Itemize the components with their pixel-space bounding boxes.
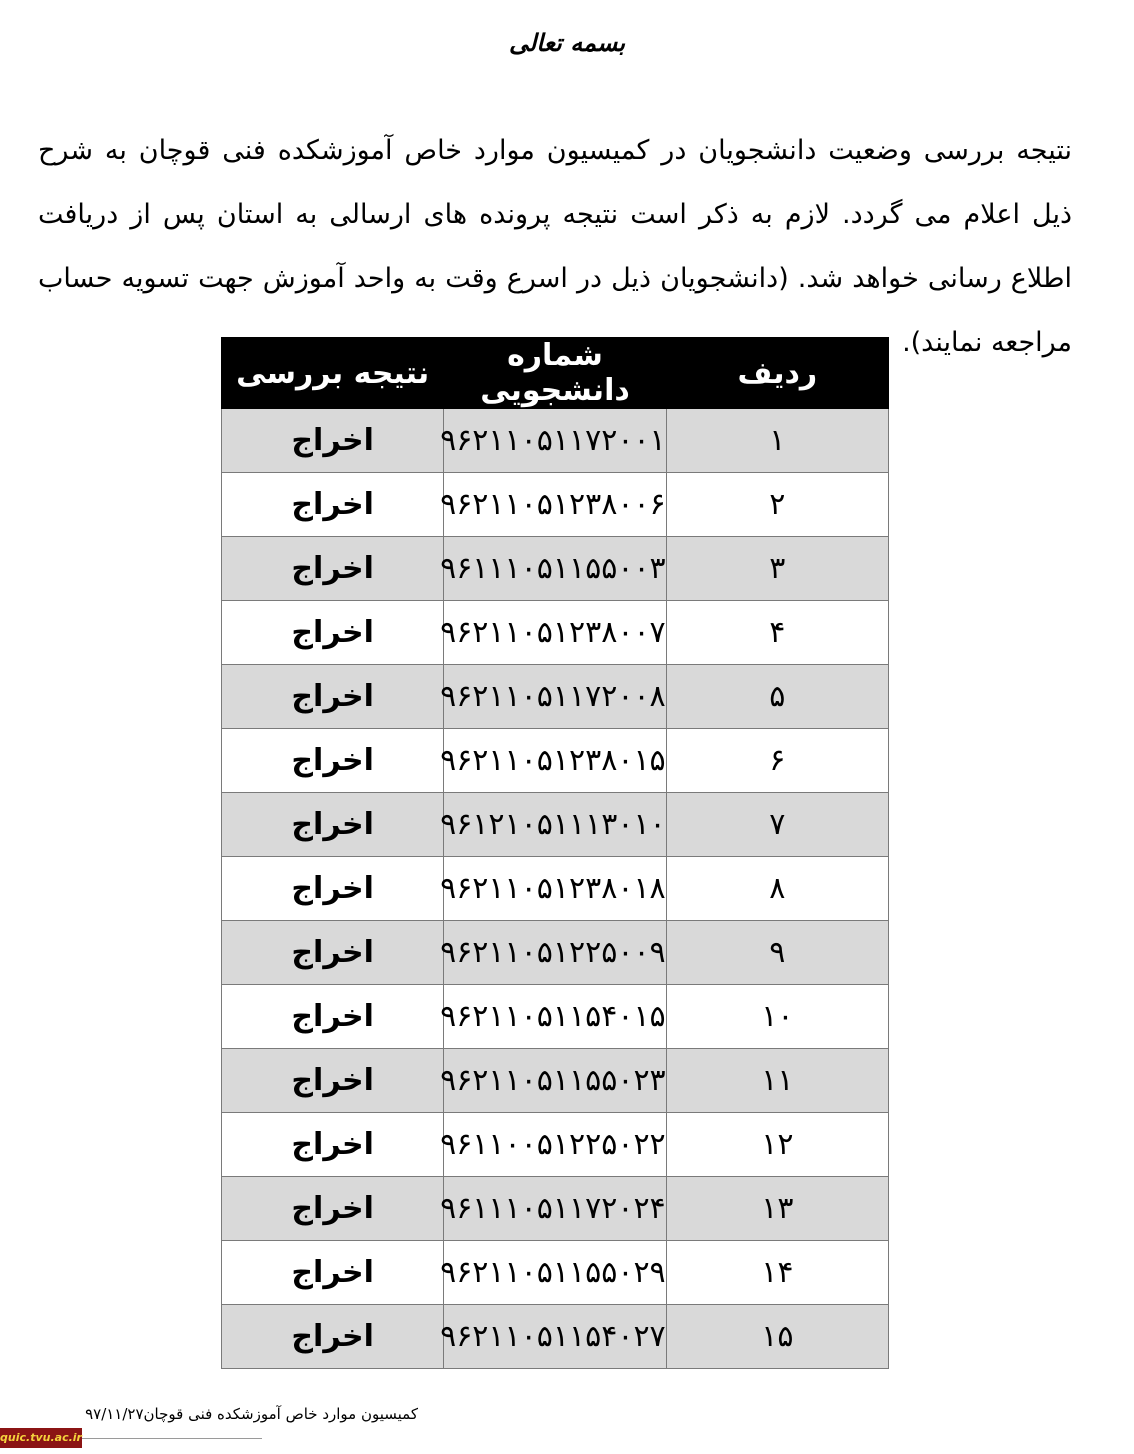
table-row [222,985,889,1049]
result: اخراج [222,1241,444,1305]
result: اخراج [222,601,444,665]
result: اخراج [222,729,444,793]
result: اخراج [222,537,444,601]
table-row [222,729,889,793]
row-number: ۱۵ [666,1305,888,1369]
row-number: ۱ [666,409,888,473]
table-row [222,1113,889,1177]
row-number: ۶ [666,729,888,793]
table-row [222,665,889,729]
row-number: ۷ [666,793,888,857]
student-id: ۹۶۲۱۱۰۵۱۱۵۴۰۱۵ [444,985,666,1049]
site-watermark: quic.tvu.ac.ir [0,1428,82,1448]
row-number: ۹ [666,921,888,985]
student-id: ۹۶۱۱۰۰۵۱۲۲۵۰۲۲ [444,1113,666,1177]
result: اخراج [222,921,444,985]
row-number: ۸ [666,857,888,921]
student-id: ۹۶۱۲۱۰۵۱۱۱۳۰۱۰ [444,793,666,857]
result: اخراج [222,1305,444,1369]
header-row-number: ردیف [666,338,888,409]
table-row [222,1241,889,1305]
student-id: ۹۶۲۱۱۰۵۱۲۳۸۰۱۸ [444,857,666,921]
table-row [222,409,889,473]
student-id: ۹۶۲۱۱۰۵۱۲۳۸۰۱۵ [444,729,666,793]
student-id: ۹۶۱۱۱۰۵۱۱۷۲۰۲۴ [444,1177,666,1241]
row-number: ۱۲ [666,1113,888,1177]
result: اخراج [222,1113,444,1177]
row-number: ۱۰ [666,985,888,1049]
student-id: ۹۶۲۱۱۰۵۱۱۷۲۰۰۱ [444,409,666,473]
row-number: ۵ [666,665,888,729]
header-student-id: شماره دانشجویی [444,338,666,409]
document-heading: بسمه تعالی [508,28,626,57]
table-row [222,793,889,857]
row-number: ۴ [666,601,888,665]
result: اخراج [222,409,444,473]
row-number: ۱۳ [666,1177,888,1241]
result: اخراج [222,857,444,921]
student-id: ۹۶۲۱۱۰۵۱۲۳۸۰۰۶ [444,473,666,537]
student-id: ۹۶۲۱۱۰۵۱۱۵۵۰۲۳ [444,1049,666,1113]
table-row [222,1177,889,1241]
table-header-row [222,338,889,409]
table-row [222,1305,889,1369]
table-row [222,473,889,537]
result: اخراج [222,793,444,857]
table-row [222,921,889,985]
footer-signature: کمیسیون موارد خاص آموزشکده فنی قوچان۹۷/۱۱/۲۷ [85,1405,418,1423]
table-row [222,537,889,601]
result: اخراج [222,665,444,729]
row-number: ۲ [666,473,888,537]
table-row [222,1049,889,1113]
result: اخراج [222,985,444,1049]
table-row [222,857,889,921]
result: اخراج [222,1177,444,1241]
student-id: ۹۶۲۱۱۰۵۱۱۵۵۰۲۹ [444,1241,666,1305]
student-id: ۹۶۲۱۱۰۵۱۲۳۸۰۰۷ [444,601,666,665]
header-result: نتیجه بررسی [222,338,444,409]
row-number: ۱۴ [666,1241,888,1305]
row-number: ۳ [666,537,888,601]
results-table [221,337,889,1369]
result: اخراج [222,1049,444,1113]
intro-paragraph: نتیجه بررسی وضعیت دانشجویان در کمیسیون موارد خاص آموزشکده فنی قوچان به شرح ذیل اعلام می گردد. لازم به ذکر است نتیجه پرونده های ارسالی به استان پس از دریافت اطلاع رسانی خواهد شد. (دانشجویان ذیل در اسرع وقت به واحد آموزش جهت تسویه حساب مراجعه نمایند). [38,135,1072,358]
student-id: ۹۶۲۱۱۰۵۱۱۵۴۰۲۷ [444,1305,666,1369]
student-id: ۹۶۲۱۱۰۵۱۱۷۲۰۰۸ [444,665,666,729]
result: اخراج [222,473,444,537]
row-number: ۱۱ [666,1049,888,1113]
student-id: ۹۶۱۱۱۰۵۱۱۵۵۰۰۳ [444,537,666,601]
student-id: ۹۶۲۱۱۰۵۱۲۲۵۰۰۹ [444,921,666,985]
table-row [222,601,889,665]
